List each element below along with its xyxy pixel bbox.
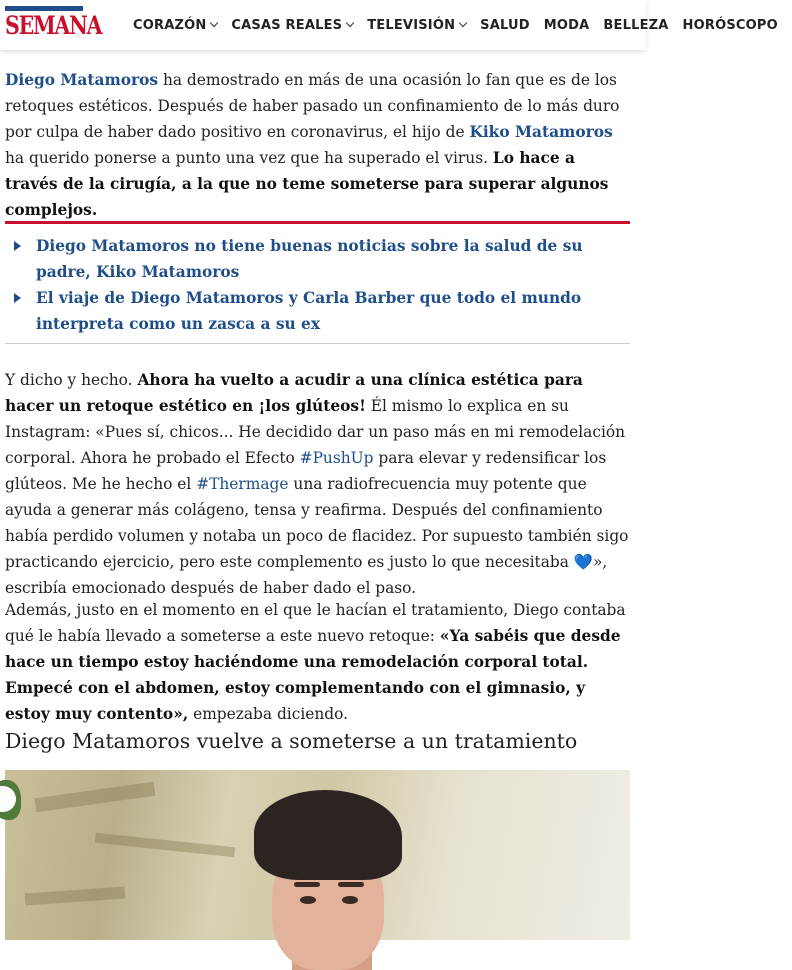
nav-label: CORAZÓN	[133, 17, 207, 33]
paragraph-second	[5, 367, 631, 601]
triangle-bullet-icon	[14, 241, 21, 251]
nav-item-salud[interactable]	[480, 18, 530, 33]
hashtag-thermage-link[interactable]: #Thermage	[196, 475, 289, 493]
background-streak	[95, 833, 235, 858]
nav-item-horoscopo[interactable]	[683, 18, 778, 33]
related-item[interactable]	[5, 285, 625, 337]
nav-item-television[interactable]	[367, 18, 466, 33]
eyebrow	[338, 882, 364, 887]
semana-logo[interactable]	[5, 6, 102, 42]
nav-label: CASAS REALES	[231, 17, 343, 33]
background-streak	[35, 782, 156, 813]
related-item[interactable]	[5, 233, 625, 285]
chevron-down-icon	[459, 19, 467, 27]
bold-quote: «Ya sabéis que desde hace un tiempo estoy haciéndome una remodelación corporal total. Empecé con el abdomen, estoy complementando con el gimnasio, y estoy muy contento»,	[5, 627, 621, 723]
background-streak	[25, 887, 126, 906]
eye	[342, 896, 358, 904]
bold-text: Lo hace a través de la cirugía, a la que no teme someterse para superar algunos complejos.	[5, 149, 609, 219]
nav-label: HORÓSCOPO	[682, 17, 778, 33]
related-articles	[5, 221, 630, 344]
nav-item-belleza[interactable]	[603, 18, 668, 33]
eyebrow	[294, 882, 320, 887]
logo-text: SEMANA	[5, 11, 102, 40]
chevron-down-icon	[346, 19, 354, 27]
link-kiko-matamoros[interactable]: Kiko Matamoros	[469, 123, 613, 141]
text: una radiofrecuencia muy potente que ayuda a generar más colágeno, tensa y reafirma. Después del confinamiento había perdido volumen y notaba un poco de flacidez. Por supuesto también sigo practicando ejercicio, pero este complemento es justo lo que necesitaba	[5, 475, 629, 571]
nav-label: SALUD	[480, 17, 530, 33]
text: Y dicho y hecho.	[5, 371, 138, 389]
link-diego-matamoros[interactable]: Diego Matamoros	[5, 71, 159, 89]
nav-label: BELLEZA	[603, 17, 669, 33]
hashtag-pushup-link[interactable]: #PushUp	[299, 449, 374, 467]
text: para elevar y redensificar los glúteos. Me he hecho el	[5, 449, 607, 493]
blue-heart-emoji: 💙	[573, 553, 593, 571]
nav-label: MODA	[543, 17, 590, 33]
related-link[interactable]: El viaje de Diego Matamoros y Carla Barber que todo el mundo interpreta como un zasca a su ex	[36, 289, 582, 333]
text: », escribía emocionado después de haber dado el paso.	[5, 553, 608, 597]
person-photo	[252, 790, 402, 960]
chevron-down-icon	[210, 19, 218, 27]
section-heading: Diego Matamoros vuelve a someterse a un tratamiento	[5, 729, 578, 753]
article-image[interactable]	[5, 770, 630, 940]
nav-item-moda[interactable]	[544, 18, 590, 33]
text: empezaba diciendo.	[188, 705, 349, 723]
eye	[300, 896, 316, 904]
nav-item-casas-reales[interactable]	[231, 18, 353, 33]
text: Él mismo lo explica en su Instagram: «Pues sí, chicos... He decidido dar un paso más en mi remodelación corporal. Ahora he probado el Efecto	[5, 397, 626, 467]
hair	[254, 790, 402, 880]
text: ha demostrado en más de una ocasión lo fan que es de los retoques estéticos. Después de haber pasado un confinamiento de lo más duro por culpa de haber dado positivo en coronavirus, el hijo de	[5, 71, 620, 141]
site-header	[0, 0, 778, 50]
text: Además, justo en el momento en el que le hacían el tratamiento, Diego contaba qué le había llevado a someterse a este nuevo retoque:	[5, 601, 626, 645]
paragraph-intro	[5, 67, 631, 223]
paragraph-third	[5, 597, 631, 727]
nav-item-corazon[interactable]	[133, 18, 217, 33]
main-nav	[133, 0, 792, 50]
bold-text: Ahora ha vuelto a acudir a una clínica estética para hacer un retoque estético en ¡los glúteos!	[5, 371, 583, 415]
related-link[interactable]: Diego Matamoros no tiene buenas noticias sobre la salud de su padre, Kiko Matamoros	[36, 237, 583, 281]
text: ha querido ponerse a punto una vez que ha superado el virus.	[5, 149, 493, 167]
triangle-bullet-icon	[14, 293, 21, 303]
nav-label: TELEVISIÓN	[367, 17, 456, 33]
